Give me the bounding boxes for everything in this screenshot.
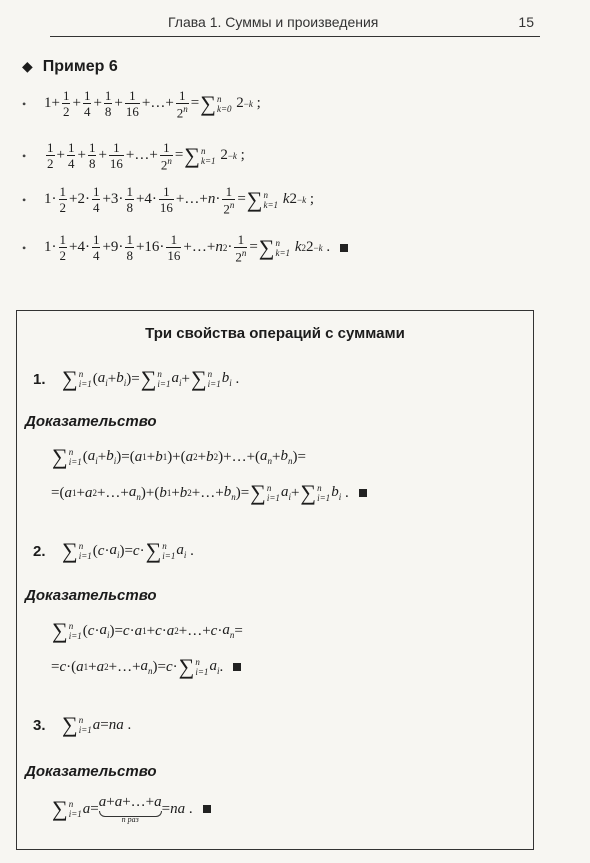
- property-1-number: 1.: [33, 371, 46, 388]
- qed-icon: [359, 489, 367, 497]
- bullet-icon: •: [22, 240, 27, 255]
- formula-2: $\frac{1}{2}$ + $\frac{1}{4}$ + $\frac{1}{8}$ + $\frac{1}{16}$ +…+ $\frac{1}{2^n}$ = ∑ n k=1 2 −k ;: [47, 139, 245, 173]
- bullet-icon: •: [22, 96, 27, 111]
- bullet-icon: •: [22, 192, 27, 207]
- underbrace: a+a+…+a n раз: [98, 794, 162, 824]
- proof-1-line-1: ∑ n i=1 ( $a_i$ + $b_i$ )=( a 1 + b 1 )+( a 2 + b 2 )+…+( $a_n$ + $b_n$ )=: [52, 444, 306, 469]
- property-2-formula: ∑ n i=1 ( c · $a_i$ )= c · ∑ n i=1 $a_i$ .: [62, 538, 194, 563]
- bullet-icon: •: [22, 148, 27, 163]
- chapter-title: Глава 1. Суммы и произведения: [168, 14, 379, 30]
- formula-3: 1· $\frac{1}{2}$ +2· $\frac{1}{4}$ +3· $\frac{1}{8}$ +4· $\frac{1}{16}$ +…+ n · $\frac{1}{2^n}$ = ∑ n k=1 k 2 −k ;: [44, 183, 314, 217]
- qed-icon: [203, 805, 211, 813]
- page-number: 15: [518, 14, 534, 30]
- proof-2-line-1: ∑ n i=1 ( c · $a_i$ )= c · a 1 + c · a 2 +…+ c · $a_n$ =: [52, 618, 243, 643]
- qed-icon: [233, 663, 241, 671]
- proof-1-line-2: =( a 1 + a 2 +…+ $a_n$ )+( b 1 + b 2 +…+ $b_n$ )= ∑ n i=1 $a_i$ + ∑ n i=1 $b_i$ .: [51, 477, 367, 509]
- property-3-formula: ∑ n i=1 a = na .: [62, 712, 132, 737]
- formula-4: 1· $\frac{1}{2}$ +4· $\frac{1}{4}$ +9· $\frac{1}{8}$ +16· $\frac{1}{16}$ +…+ n 2 · $\frac{1}{2^n}$ = ∑ n k=1 k 2 2 −k .: [44, 233, 348, 263]
- proof-3-line-1: ∑ n i=1 a = a+a+…+a n раз = na .: [51, 793, 211, 825]
- properties-box: [16, 310, 534, 850]
- diamond-icon: ◆: [22, 58, 33, 74]
- underbrace-note: n раз: [121, 815, 139, 824]
- formula-row-3: [22, 180, 314, 220]
- example-title: Пример 6: [42, 58, 118, 75]
- formula-row-1: [22, 84, 261, 124]
- formula-row-2: [22, 136, 245, 176]
- box-title: Три свойства операций с суммами: [145, 325, 405, 342]
- running-header: [50, 8, 540, 37]
- proof-heading-2: Доказательство: [25, 587, 157, 604]
- property-2-number: 2.: [33, 543, 46, 560]
- property-1-formula: ∑ n i=1 ( $a_i$ + $b_i$ )= ∑ n i=1 $a_i$ + ∑ n i=1 $b_i$ .: [62, 366, 240, 391]
- proof-heading-1: Доказательство: [25, 413, 157, 430]
- example-heading: [22, 58, 118, 76]
- formula-1: 1+ $\frac{1}{2}$ + $\frac{1}{4}$ + $\frac{1}{8}$ + $\frac{1}{16}$ +…+ $\frac{1}{2^n}$ = ∑ n k=0 2 −k ;: [44, 87, 261, 121]
- formula-row-4: [22, 228, 348, 268]
- property-3-number: 3.: [33, 717, 46, 734]
- qed-icon: [340, 244, 348, 252]
- proof-heading-3: Доказательство: [25, 763, 157, 780]
- proof-2-line-2: = c ·( a 1 + a 2 +…+ $a_n$ )= c · ∑ n i=1 $a_i$ .: [51, 651, 241, 683]
